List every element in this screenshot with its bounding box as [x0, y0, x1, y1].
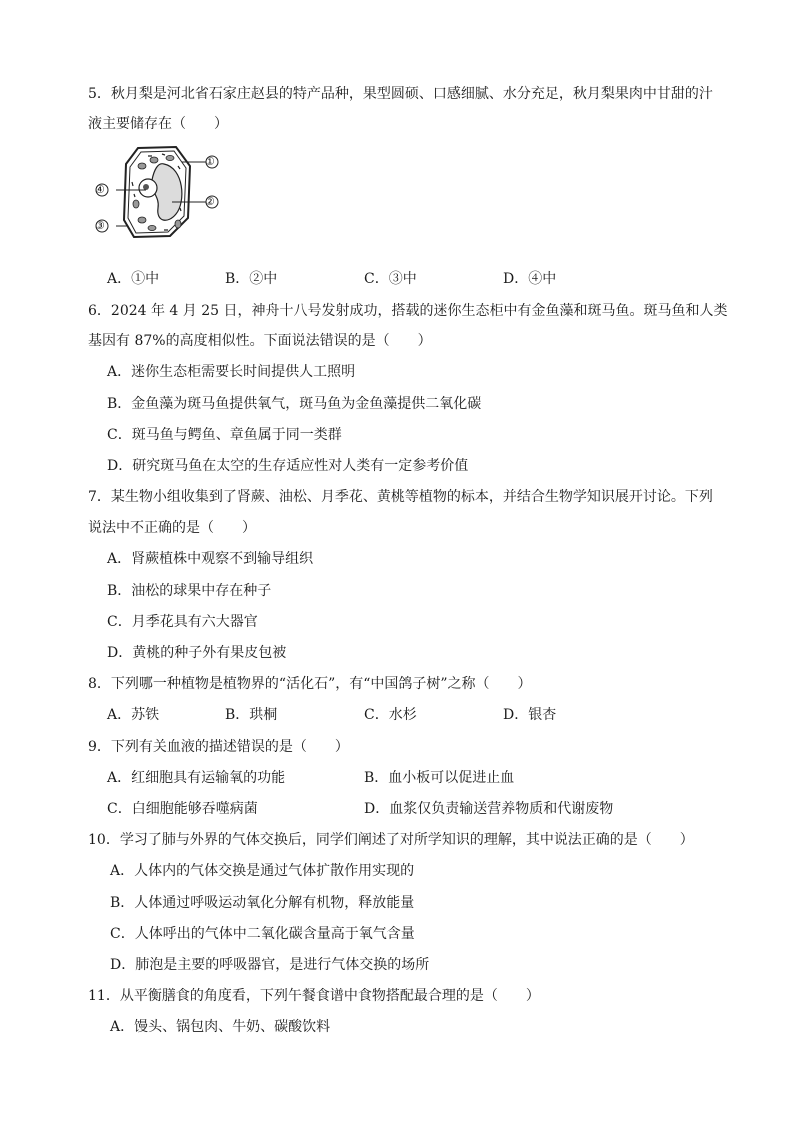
- question-10-option-c: C．人体呼出的气体中二氧化碳含量高于氧气含量: [110, 926, 415, 942]
- question-6-option-b: B．金鱼藻为斑马鱼提供氧气，斑马鱼为金鱼藻提供二氧化碳: [107, 396, 482, 412]
- question-5-option-d: D．④中: [503, 271, 557, 287]
- question-11-text: 11．从平衡膳食的角度看，下列午餐食谱中食物搭配最合理的是（ ）: [88, 988, 540, 1004]
- question-8-option-d: D．银杏: [503, 707, 557, 723]
- figure-label-1: ①: [205, 155, 215, 168]
- nucleolus-shape: [143, 184, 149, 190]
- question-7-text-line2: 说法中不正确的是（ ）: [88, 520, 256, 536]
- question-7-option-c: C．月季花具有六大器官: [107, 614, 258, 630]
- question-7-option-b: B．油松的球果中存在种子: [107, 583, 272, 599]
- question-9-option-a: A．红细胞具有运输氧的功能: [107, 770, 286, 786]
- question-7-option-d: D．黄桃的种子外有果皮包被: [107, 645, 287, 661]
- question-8-option-a: A．苏铁: [107, 707, 160, 723]
- figure-label-2: ②: [205, 195, 215, 208]
- question-8-option-c: C．水杉: [364, 707, 417, 723]
- question-9-text: 9．下列有关血液的描述错误的是（ ）: [88, 739, 349, 755]
- question-9-option-d: D．血浆仅负责输送营养物质和代谢废物: [364, 801, 614, 817]
- question-9-option-b: B．血小板可以促进止血: [364, 770, 515, 786]
- question-6-text-line2: 基因有 87%的高度相似性。下面说法错误的是（ ）: [88, 333, 432, 349]
- question-6-option-d: D．研究斑马鱼在太空的生存适应性对人类有一定参考价值: [107, 458, 469, 474]
- figure-label-4: ④: [95, 183, 105, 196]
- question-6-text-line1: 6．2024 年 4 月 25 日，神舟十八号发射成功，搭载的迷你生态柜中有金鱼藻和斑马鱼。斑马鱼和人类: [88, 303, 728, 319]
- question-5-text-line2: 液主要储存在（ ）: [88, 116, 228, 132]
- question-5-option-a: A．①中: [107, 271, 160, 287]
- question-6-option-a: A．迷你生态柜需要长时间提供人工照明: [107, 364, 356, 380]
- question-7-option-a: A．肾蕨植株中观察不到输导组织: [107, 551, 314, 567]
- question-10-text: 10．学习了肺与外界的气体交换后，同学们阐述了对所学知识的理解，其中说法正确的是（ ）: [88, 832, 694, 848]
- question-9-option-c: C．白细胞能够吞噬病菌: [107, 801, 258, 817]
- question-10-option-d: D．肺泡是主要的呼吸器官，是进行气体交换的场所: [110, 957, 430, 973]
- question-11-option-a: A．馒头、锅包肉、牛奶、碳酸饮料: [110, 1019, 331, 1035]
- question-6-option-c: C．斑马鱼与鳄鱼、章鱼属于同一类群: [107, 427, 342, 443]
- question-10-option-b: B．人体通过呼吸运动氧化分解有机物，释放能量: [110, 895, 415, 911]
- question-5-option-c: C．③中: [364, 271, 417, 287]
- question-5-text-line1: 5．秋月梨是河北省石家庄赵县的特产品种，果型圆硕、口感细腻、水分充足，秋月梨果肉中甘甜的汁: [88, 86, 713, 102]
- question-10-option-a: A．人体内的气体交换是通过气体扩散作用实现的: [110, 863, 415, 879]
- figure-label-3: ③: [95, 219, 105, 232]
- plant-cell-figure: [90, 142, 230, 244]
- question-8-option-b: B．珙桐: [225, 707, 278, 723]
- question-5-option-b: B．②中: [225, 271, 278, 287]
- question-8-text: 8．下列哪一种植物是植物界的“活化石”，有“中国鸽子树”之称（ ）: [88, 676, 532, 692]
- question-7-text-line1: 7．某生物小组收集到了肾蕨、油松、月季花、黄桃等植物的标本，并结合生物学知识展开讨论。下列: [88, 489, 713, 505]
